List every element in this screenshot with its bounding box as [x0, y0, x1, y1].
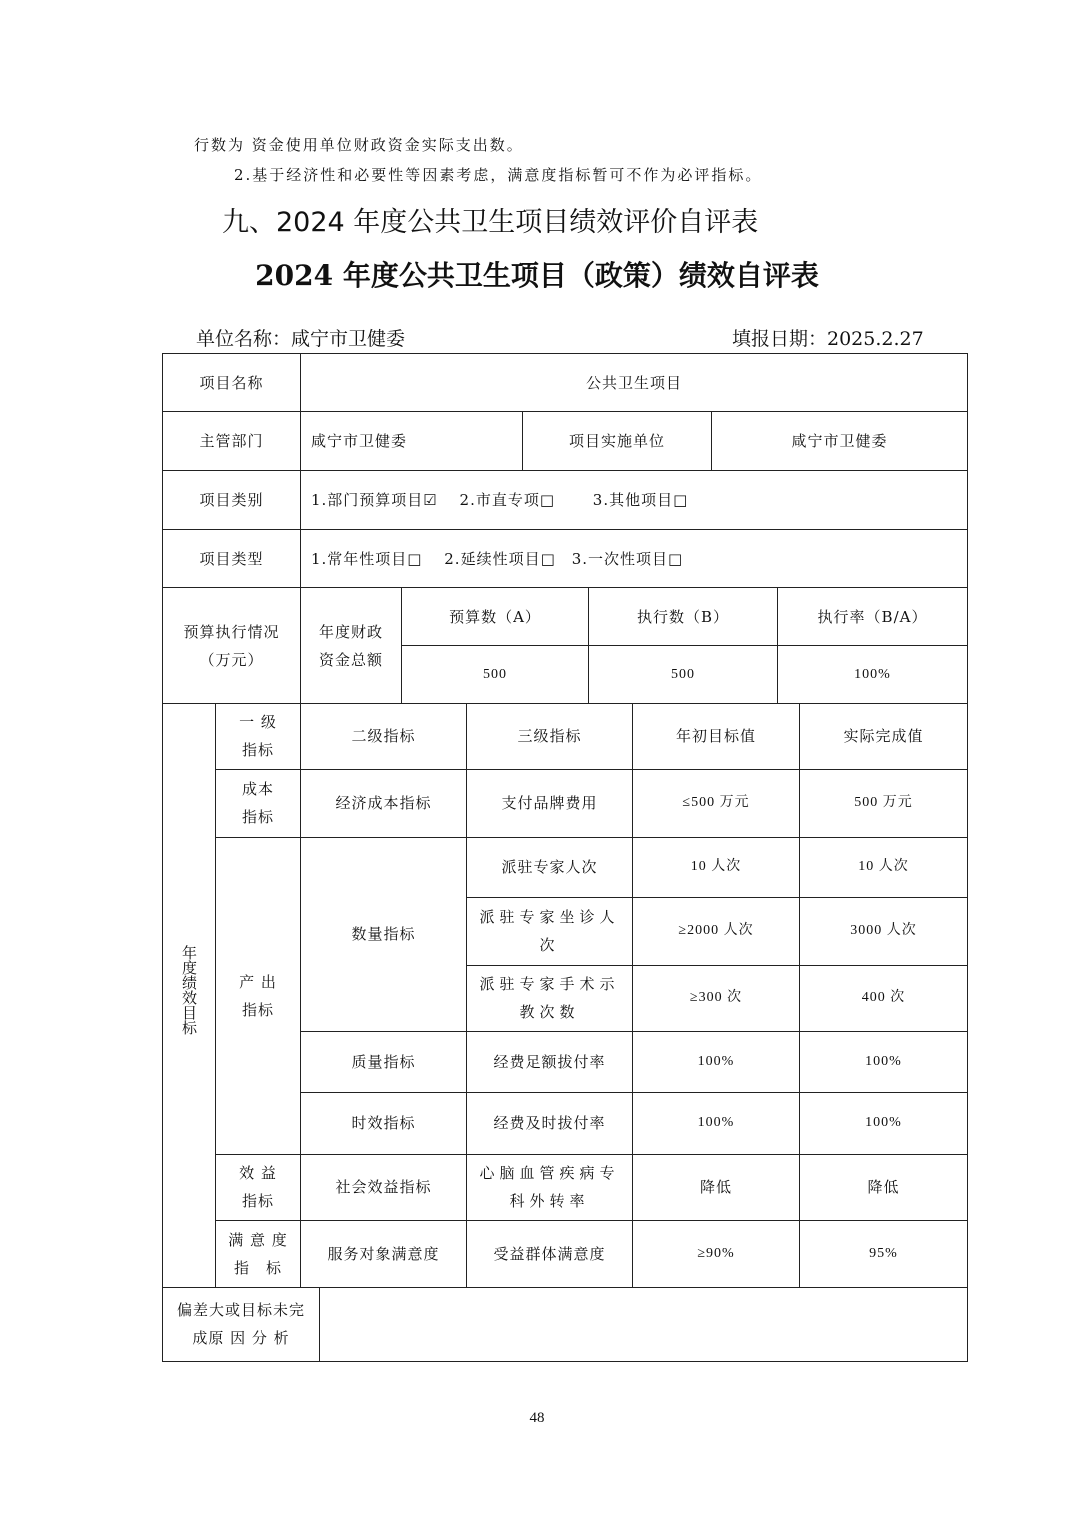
quality-target: 100%: [633, 1031, 800, 1092]
page-number: 48: [529, 1410, 545, 1426]
exec-b-label: 执行数（B）: [589, 588, 778, 646]
deviation-label-line2: 成原 因 分 析: [192, 1328, 290, 1347]
cost-level3: 支付品牌费用: [467, 769, 633, 837]
section-title: 九、2024 年度公共卫生项目绩效评价自评表: [222, 207, 759, 238]
quantity-actual-1: 3000 人次: [800, 897, 968, 965]
satisfaction-actual: 95%: [800, 1220, 968, 1287]
benefit-target: 降低: [633, 1154, 800, 1220]
fund-label-line1: 年度财政: [318, 622, 383, 641]
cost-target: ≤500 万元: [633, 769, 800, 837]
quantity-l3-0: 派驻专家人次: [467, 837, 633, 897]
satisfaction-target: ≥90%: [633, 1220, 800, 1287]
header-level3: 三级指标: [467, 703, 633, 769]
benefit-level1: 效 益 指标: [216, 1154, 301, 1220]
deviation-label: [163, 1287, 320, 1361]
quantity-l3-1: 派驻专家坐诊人次: [467, 897, 633, 965]
budget-a-label: 预算数（A）: [402, 588, 589, 646]
quantity-target-0: 10 人次: [633, 837, 800, 897]
budget-label-line1: 预算执行情况: [183, 622, 280, 641]
category-options: 1.部门预算项目☑ 2.市直专项□ 3.其他项目□: [301, 471, 968, 530]
satisfaction-level2: 服务对象满意度: [301, 1220, 467, 1287]
note-line-1: 行数为 资金使用单位财政资金实际支出数。: [194, 136, 524, 154]
timely-l3: 经费及时拔付率: [467, 1092, 633, 1154]
unit-name: 单位名称：咸宁市卫健委: [196, 328, 406, 350]
timely-actual: 100%: [800, 1092, 968, 1154]
project-info-table: [162, 353, 968, 704]
quality-actual: 100%: [800, 1031, 968, 1092]
performance-table: [162, 703, 968, 1288]
perf-side-label: 年度绩效目标: [163, 703, 216, 1287]
header-level1: 一 级 指标: [216, 703, 301, 769]
deviation-content: [320, 1287, 968, 1361]
quantity-target-1: ≥2000 人次: [633, 897, 800, 965]
header-actual: 实际完成值: [800, 703, 968, 769]
satisfaction-level3: 受益群体满意度: [467, 1220, 633, 1287]
budget-a-value: 500: [402, 646, 589, 704]
quantity-label: 数量指标: [301, 837, 467, 1031]
quality-label: 质量指标: [301, 1031, 467, 1092]
budget-label: [163, 588, 301, 704]
quantity-actual-0: 10 人次: [800, 837, 968, 897]
dept-label: 主管部门: [163, 412, 301, 471]
budget-label-line2: （万元）: [199, 650, 264, 669]
fund-label: [301, 588, 402, 704]
timely-label: 时效指标: [301, 1092, 467, 1154]
rate-label: 执行率（B/A）: [778, 588, 968, 646]
output-level1: 产 出 指标: [216, 837, 301, 1154]
cost-actual: 500 万元: [800, 769, 968, 837]
fund-label-line2: 资金总额: [318, 650, 383, 669]
cost-level2: 经济成本指标: [301, 769, 467, 837]
benefit-actual: 降低: [800, 1154, 968, 1220]
header-level2: 二级指标: [301, 703, 467, 769]
deviation-label-line1: 偏差大或目标未完: [176, 1300, 305, 1319]
dept-value: 咸宁市卫健委: [301, 412, 523, 471]
rate-value: 100%: [778, 646, 968, 704]
satisfaction-level1: 满 意 度 指 标: [216, 1220, 301, 1287]
impl-value: 咸宁市卫健委: [712, 412, 968, 471]
timely-target: 100%: [633, 1092, 800, 1154]
category-label: 项目类别: [163, 471, 301, 530]
deviation-table: [162, 1287, 968, 1362]
quantity-actual-2: 400 次: [800, 965, 968, 1031]
benefit-level2: 社会效益指标: [301, 1154, 467, 1220]
fill-date: 填报日期：2025.2.27: [732, 328, 924, 350]
quantity-l3-2: 派驻专家手术示教次数: [467, 965, 633, 1031]
project-name-label: 项目名称: [163, 354, 301, 412]
table-title: 2024 年度公共卫生项目（政策）绩效自评表: [255, 259, 819, 292]
project-name-value: 公共卫生项目: [301, 354, 968, 412]
benefit-level3: 心脑血管疾病专科外转率: [467, 1154, 633, 1220]
type-label: 项目类型: [163, 530, 301, 588]
cost-level1: 成本 指标: [216, 769, 301, 837]
quality-l3: 经费足额拔付率: [467, 1031, 633, 1092]
exec-b-value: 500: [589, 646, 778, 704]
note-line-2: 2.基于经济性和必要性等因素考虑，满意度指标暂可不作为必评指标。: [234, 166, 763, 184]
quantity-target-2: ≥300 次: [633, 965, 800, 1031]
type-options: 1.常年性项目□ 2.延续性项目□ 3.一次性项目□: [301, 530, 968, 588]
header-target: 年初目标值: [633, 703, 800, 769]
impl-label: 项目实施单位: [523, 412, 712, 471]
